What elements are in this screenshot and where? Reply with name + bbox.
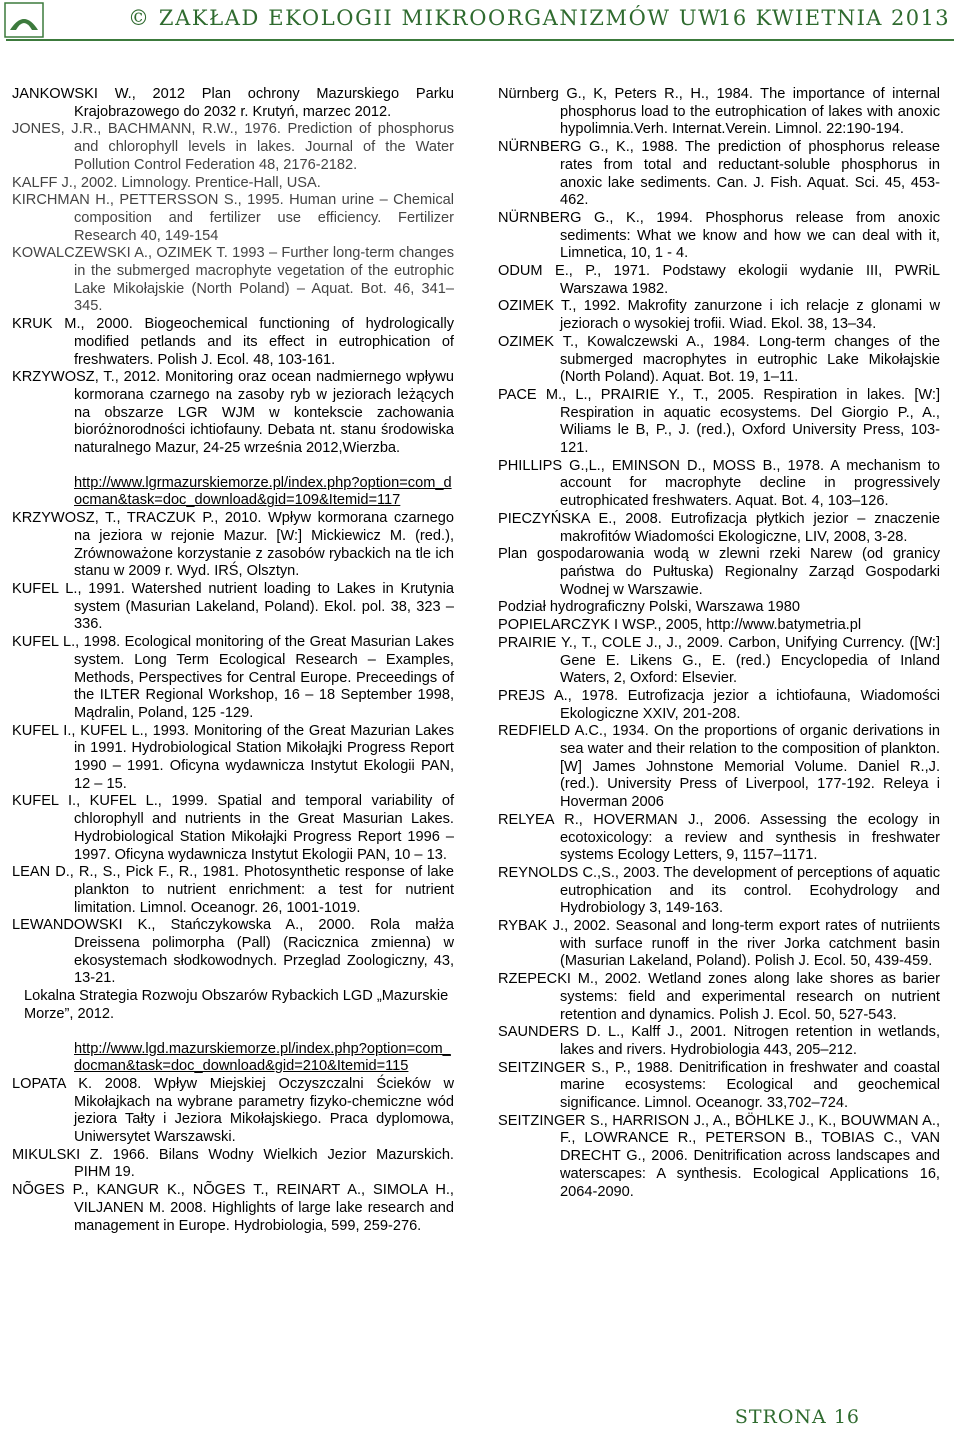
reference-entry: KRUK M., 2000. Biogeochemical functioning of hydrologically modified petlands and its effect in eutrophication of freshwaters. Polish J. Ecol. 48, 103-161. (12, 316, 454, 368)
reference-entry: SAUNDERS D. L., Kalff J., 2001. Nitrogen retention in wetlands, lakes and rivers. Hydrobiologia 443, 205–212. (498, 1024, 940, 1058)
reference-entry: LEWANDOWSKI K., Stańczykowska A., 2000. Rola małża Dreissena polimorpha (Pall) (Racicznica zmienna) w ekosystemach słodkowodnych. Przeglad Zoologiczny, 43, 13-21. (12, 917, 454, 987)
reference-entry: RELYEA R., HOVERMAN J., 2006. Assessing the ecology in ecotoxicology: a review and synthesis in freshwater systems Ecology Letters, 9, 1157–1171. (498, 811, 940, 864)
reference-entry: NÕGES P., KANGUR K., NÕGES T., REINART A., SIMOLA H., VILJANEN M. 2008. Highlights of large lake research and management in Europe. Hydrobiologia, 599, 259-276. (12, 1182, 454, 1234)
header-rule (6, 39, 954, 41)
reference-entry: KUFEL L., 1991. Watershed nutrient loading to Lakes in Krutynia system (Masurian Lakeland, Poland). Ekol. pol. 38, 323 – 336. (12, 580, 454, 633)
reference-entry: KOWALCZEWSKI A., OZIMEK T. 1993 – Further long-term changes in the submerged macrophyte vegetation of the eutrophic Lake Mikołajskie (North Poland) – Aquat. Bot. 46, 341–345. (12, 245, 454, 315)
reference-link[interactable] (12, 475, 454, 510)
reference-entry: KALFF J., 2002. Limnology. Prentice-Hall, USA. (12, 174, 321, 191)
page-number: STRONA 16 (734, 1406, 860, 1428)
reference-entry: PREJS A., 1978. Eutrofizacja jezior a ichtiofauna, Wiadomości Ekologiczne XXIV, 201-208. (498, 687, 940, 722)
right-column (498, 86, 940, 1201)
reference-entry: SEITZINGER S., P., 1988. Denitrification in freshwater and coastal marine ecosystems: Ecological and geochemical significance. Limnol. Oceanogr. 33,702–724. (498, 1059, 940, 1112)
reference-entry: KUFEL L., 1998. Ecological monitoring of the Great Masurian Lakes system. Long Term Ecological Research – Examples, Methods, Perspectives for Central Europe. Preceedings of the ILTER Regional Workshop, 16 – 18 September 1998, Mądralin, Poland, 125 -129. (12, 634, 454, 721)
reference-entry: PACE M., L., PRAIRIE Y., T., 2005. Respiration in lakes. [W:] Respiration in aquatic ecosystems. Del Giorgio P., A., Wiliams le B, P., J. (red.), Oxford University Press, 103-121. (498, 386, 940, 457)
reference-entry: REYNOLDS C.,S., 2003. The development of perceptions of aquatic eutrophication and its control. Ecohydrology and Hydrobiology 3, 149-163. (498, 864, 940, 917)
reference-entry: KIRCHMAN H., PETTERSSON S., 1995. Human urine – Chemical composition and fertilizer use efficiency. Fertilizer Research 40, 149-154 (12, 192, 454, 244)
reference-entry: KUFEL I., KUFEL L., 1999. Spatial and temporal variability of chlorophyll and nutrients in the Great Masurian Lakes. Hydrobiological Station Mikołajki Progress Report 1996 – 1997. Oficyna wydawnicza Instytut Ekologii PAN, 10 – 13. (12, 793, 454, 863)
reference-entry: NÜRNBERG G., K., 1988. The prediction of phosphorus release rates from total and reductant-soluble phosphorus in anoxic lake sediments. Can. J. Fish. Aquat. Sci. 45, 453-462. (498, 139, 940, 209)
reference-entry: Lokalna Strategia Rozwoju Obszarów Rybackich LGD „Mazurskie Morze”, 2012. (24, 988, 449, 1022)
reference-url[interactable]: http://www.lgrmazurskiemorze.pl/index.php?option=com_docman&task=doc_download&gid=109&Itemid=117 (74, 474, 452, 509)
reference-entry: PRAIRIE Y., T., COLE J., J., 2009. Carbon, Unifying Currency. ([W:] Gene E. Likens G., E. (red.) Encyclopedia of Inland Waters, 2, Oxford: Elsevier. (498, 634, 940, 687)
reference-entry: RZEPECKI M., 2002. Wetland zones along lake shores as barier systems: field and experimental research on nutrient retention and dynamics. Polish J. Ecol. 50, 527-543. (498, 971, 940, 1023)
reference-entry: KRZYWOSZ, T., 2012. Monitoring oraz ocean nadmiernego wpływu kormorana czarnego na zasoby ryb w jeziorach leżących na obszarze LGR WJM w kontekscie zachowania bioróżnorodności ichtiofauny. Debata nt. stanu środowiska naturalnego Mazur, 24-25 września 2012,Wierzba. (12, 369, 454, 457)
reference-entry: REDFIELD A.C., 1934. On the proportions of organic derivations in sea water and their relation to the composition of plankton. [W] James Johnstone Memorial Volume. Daniel R.,J. (red.). University Press of Liverpool, 177-192. Releya i Hoverman 2006 (498, 723, 940, 811)
reference-entry: NÜRNBERG G., K., 1994. Phosphorus release from anoxic sediments: What we know and how we can deal with it, Limnetica, 10, 1 - 4. (498, 209, 940, 262)
header-title: © ZAKŁAD EKOLOGII MIKROORGANIZMÓW UW (128, 6, 722, 30)
reference-entry: MIKULSKI Z. 1966. Bilans Wodny Wielkich Jezior Mazurskich. PIHM 19. (12, 1146, 454, 1181)
reference-link[interactable] (12, 1041, 454, 1076)
reference-entry: OZIMEK T., Kowalczewski A., 1984. Long-term changes of the submerged macrophytes in eutrophic Lake Mikołajskie (North Poland). Aquat. Bot. 19, 1–11. (498, 333, 940, 386)
reference-entry: POPIELARCZYK I WSP., 2005, http://www.batymetria.pl (498, 617, 862, 634)
reference-entry: PIECZYŃSKA E., 2008. Eutrofizacja płytkich jezior – znaczenie makrofitów Wiadomości Ekologiczne, LIV, 2008, 3-28. (498, 510, 940, 545)
reference-entry: LEAN D., R., S., Pick F., R., 1981. Photosynthetic response of lake plankton to nutrient enrichment: a test for nutrient limitation. Limnol. Oceanogr. 26, 1001-1019. (12, 864, 454, 916)
university-logo-icon (4, 2, 44, 38)
header-date: 16 KWIETNIA 2013 (718, 6, 950, 30)
reference-entry: Plan gospodarowania wodą w zlewni rzeki Narew (od granicy państwa do Pułtuska) Regionalny Zarząd Gospodarki Wodnej w Warszawie. (498, 546, 940, 598)
reference-entry: JANKOWSKI W., 2012 Plan ochrony Mazurskiego Parku Krajobrazowego do 2032 r. Krutyń, marzec 2012. (12, 86, 454, 120)
reference-entry: ODUM E., P., 1971. Podstawy ekologii wydanie III, PWRiL Warszawa 1982. (498, 263, 940, 297)
left-column (12, 86, 454, 1235)
reference-entry: KRZYWOSZ, T., TRACZUK P., 2010. Wpływ kormorana czarnego na jeziora w rejonie Mazur. [W:] Mickiewicz M. (red.), Zrównoważone korzystanie z zasobów rybackich na tle ich stanu w 2009 r. Wyd. IRŚ, Olsztyn. (12, 510, 454, 580)
reference-entry: LOPATA K. 2008. Wpływ Miejskiej Oczyszczalni Ścieków w Mikołajkach na wybrane parametry fizyko-chemiczne wód jeziora Tałty i Jeziora Mikołajskiego. Praca dyplomowa, Uniwersytet Warszawski. (12, 1075, 454, 1146)
reference-entry: KUFEL I., KUFEL L., 1993. Monitoring of the Great Mazurian Lakes in 1991. Hydrobiological Station Mikołajki Progress Report 1990 – 1991. Oficyna wydawnicza Instytut Ekologii PAN, 12 – 15. (12, 722, 454, 792)
reference-entry: OZIMEK T., 1992. Makrofity zanurzone i ich relacje z glonami w jeziorach o wysokiej trofii. Wiad. Ekol. 38, 13–34. (498, 298, 940, 333)
reference-entry: SEITZINGER S., HARRISON J., A., BÖHLKE J., K., BOUWMAN A., F., LOWRANCE R., PETERSON B., TOBIAS C., VAN DRECHT G., 2006. Denitrification across landscapes and waterscapes: A synthesis. Ecological Applications 16, 2064-2090. (498, 1112, 940, 1200)
reference-entry: PHILLIPS G.,L., EMINSON D., MOSS B., 1978. A mechanism to account for macrophyte decline in progressively eutrophicated freshwaters. Aquat. Bot. 4, 103–126. (498, 457, 940, 510)
reference-entry: JONES, J.R., BACHMANN, R.W., 1976. Prediction of phosphorus and chlorophyll levels in lakes. Journal of the Water Pollution Control Federation 48, 2176-2182. (12, 121, 454, 173)
reference-url[interactable]: http://www.lgd.mazurskiemorze.pl/index.php?option=com_docman&task=doc_download&gid=210&Itemid=115 (74, 1040, 451, 1075)
page-header (0, 0, 960, 40)
reference-entry: Podział hydrograficzny Polski, Warszawa 1980 (498, 599, 801, 616)
reference-entry: RYBAK J., 2002. Seasonal and long-term export rates of nutriients with surface runoff in the river Jorka catchment basin (Masurian Lakeland, Poland). Polish J. Ecol. 50, 439-459. (498, 918, 940, 970)
reference-entry: Nürnberg G., K, Peters R., H., 1984. The importance of internal phosphorus load to the eutrophication of lakes with anoxic hypolimnia.Verh. Internat.Verein. Limnol. 22:190-194. (498, 86, 940, 138)
